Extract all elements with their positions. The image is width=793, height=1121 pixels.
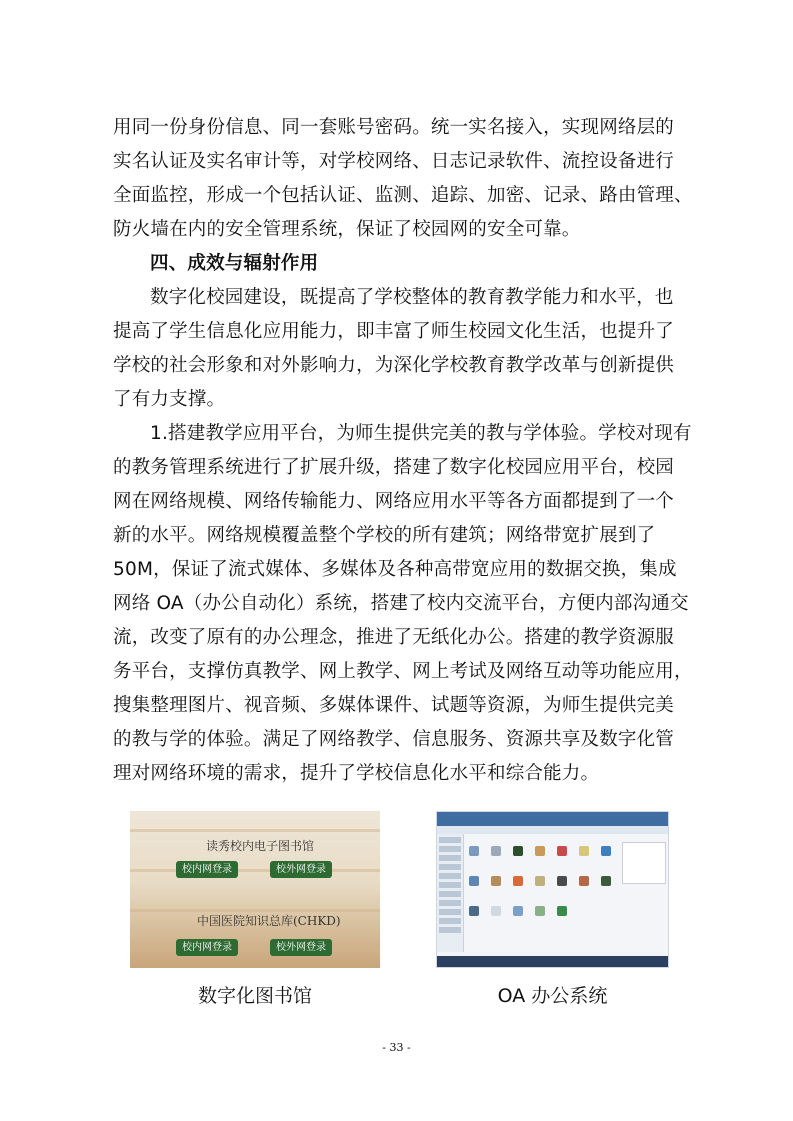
oa-caption: OA 办公系统 xyxy=(497,985,608,1007)
body-text-line: 的教与学的体验。满足了网络教学、信息服务、资源共享及数字化管 xyxy=(113,729,675,750)
body-text-line: 1.搭建教学应用平台，为师生提供完美的教与学体验。学校对现有 xyxy=(150,423,692,444)
app-icon xyxy=(513,906,523,916)
oa-sidebar xyxy=(437,834,464,952)
app-icon xyxy=(469,846,479,856)
app-icon xyxy=(579,876,589,886)
taskbar xyxy=(437,956,669,968)
app-icon xyxy=(469,876,479,886)
body-text-line: 的教务管理系统进行了扩展升级，搭建了数字化校园应用平台，校园 xyxy=(113,457,675,478)
duxiu-campus-login-button: 校内网登录 xyxy=(176,861,238,878)
body-text-line: 50M，保证了流式媒体、多媒体及各种高带宽应用的数据交换，集成 xyxy=(113,559,677,580)
body-text-line: 提高了学生信息化应用能力，即丰富了师生校园文化生活，也提升了 xyxy=(113,321,675,342)
body-text-line: 了有力支撑。 xyxy=(113,389,226,410)
body-text-line: 流，改变了原有的办公理念，推进了无纸化办公。搭建的教学资源服 xyxy=(113,627,675,648)
body-text-line: 务平台，支撑仿真教学、网上教学、网上考试及网络互动等功能应用， xyxy=(113,661,693,682)
library-figure-image xyxy=(130,811,380,968)
page-number: - 33 - xyxy=(382,1041,411,1054)
section-heading: 四、成效与辐射作用 xyxy=(150,253,319,274)
body-text-line: 理对网络环境的需求，提升了学校信息化水平和综合能力。 xyxy=(113,763,600,784)
app-icon xyxy=(513,846,523,856)
oa-header-bar xyxy=(437,812,669,826)
body-text-line: 用同一份身份信息、同一套账号密码。统一实名接入，实现网络层的 xyxy=(113,117,675,138)
oa-tab-bar xyxy=(437,826,669,834)
body-text-line: 网在网络规模、网络传输能力、网络应用水平等各方面都提到了一个 xyxy=(113,491,675,512)
app-icon xyxy=(513,876,523,886)
app-icon xyxy=(491,846,501,856)
body-text-line: 学校的社会形象和对外影响力，为深化学校教育教学改革与创新提供 xyxy=(113,355,675,376)
body-text-line: 实名认证及实名审计等，对学校网络、日志记录软件、流控设备进行 xyxy=(113,151,675,172)
chkd-offcampus-login-button: 校外网登录 xyxy=(270,939,332,956)
body-text-line: 网络 OA（办公自动化）系统，搭建了校内交流平台，方便内部沟通交 xyxy=(113,593,689,614)
chkd-campus-login-button: 校内网登录 xyxy=(176,939,238,956)
app-icon xyxy=(535,846,545,856)
app-icon xyxy=(535,906,545,916)
app-icon xyxy=(579,846,589,856)
body-text-line: 全面监控，形成一个包括认证、监测、追踪、加密、记录、路由管理、 xyxy=(113,185,693,206)
duxiu-offcampus-login-button: 校外网登录 xyxy=(270,861,332,878)
library-caption: 数字化图书馆 xyxy=(197,985,312,1007)
library-title-duxiu: 读秀校内电子图书馆 xyxy=(206,839,315,853)
body-text-line: 搜集整理图片、视音频、多媒体课件、试题等资源，为师生提供完美 xyxy=(113,695,675,716)
oa-figure-image xyxy=(436,811,669,968)
app-icon xyxy=(601,876,611,886)
library-title-chkd: 中国医院知识总库(CHKD) xyxy=(197,914,341,928)
app-icon xyxy=(601,846,611,856)
body-text-line: 数字化校园建设，既提高了学校整体的教育教学能力和水平，也 xyxy=(150,287,674,308)
app-icon xyxy=(557,906,567,916)
oa-info-panel xyxy=(622,842,666,884)
app-icon xyxy=(491,906,501,916)
body-text-line: 防火墙在内的安全管理系统，保证了校园网的安全可靠。 xyxy=(113,219,581,240)
app-icon xyxy=(557,846,567,856)
body-text-line: 新的水平。网络规模覆盖整个学校的所有建筑；网络带宽扩展到了 xyxy=(113,525,656,546)
app-icon xyxy=(557,876,567,886)
app-icon xyxy=(535,876,545,886)
app-icon xyxy=(469,906,479,916)
app-icon xyxy=(491,876,501,886)
